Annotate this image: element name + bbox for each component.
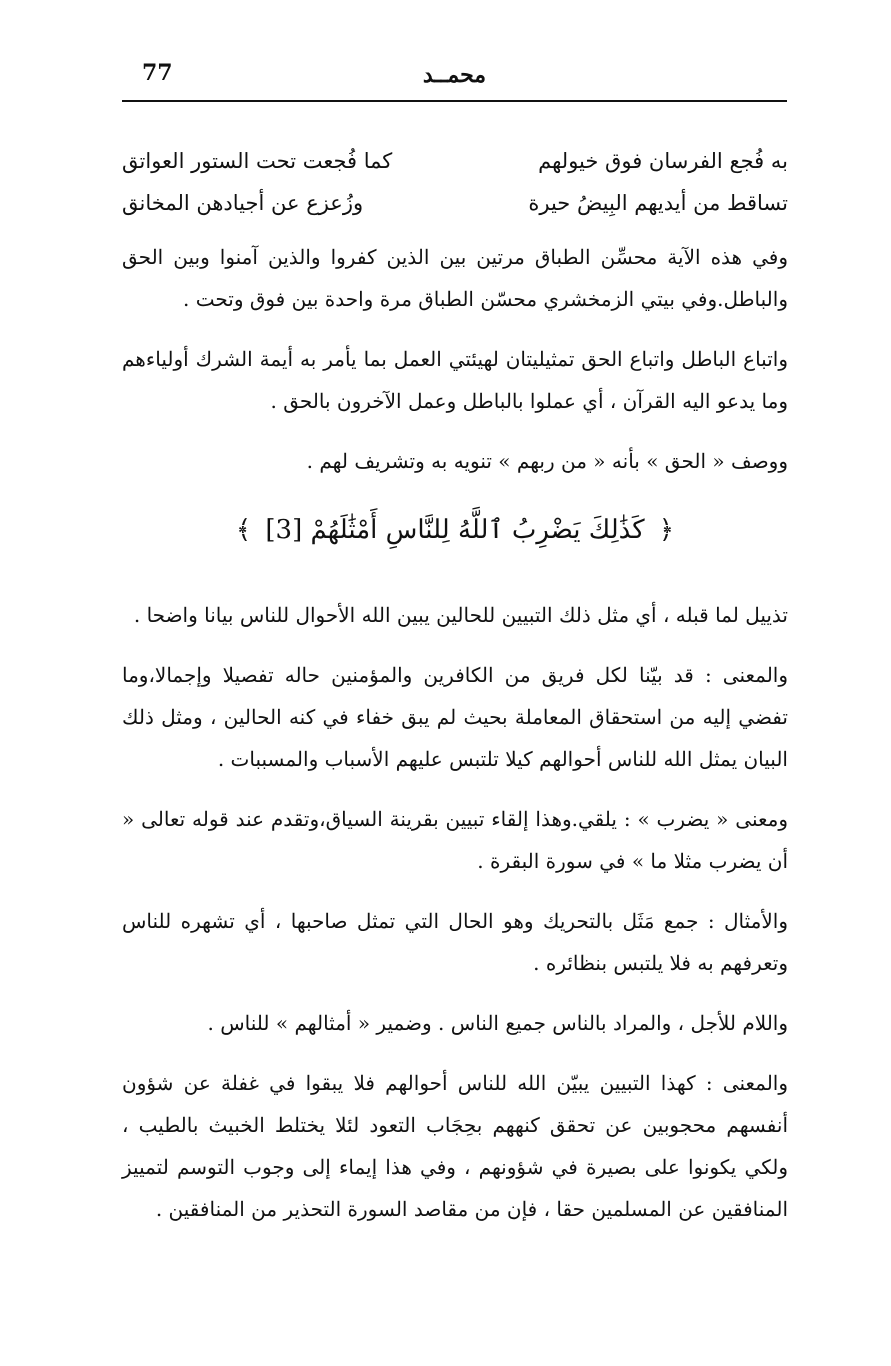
- page-body: [122, 140, 788, 1248]
- poem-hemistich: تساقط من أيديهم البِيضُ حيرة: [528, 191, 788, 215]
- poem-hemistich: به فُجع الفرسان فوق خيولهم: [538, 149, 788, 173]
- poem-line: [122, 140, 788, 182]
- paragraph: ومعنى « يضرب » : يلقي.وهذا إلقاء تبيين بقرينة السياق،وتقدم عند قوله تعالى « أن يضرب مثلا ما » في سورة البقرة .: [122, 807, 788, 873]
- paragraph: وفي هذه الآية محسِّن الطباق مرتين بين الذين كفروا والذين آمنوا وبين الحق والباطل.وفي بيتي الزمخشري محسّن الطباق مرة واحدة بين فوق وتحت .: [122, 245, 788, 311]
- quran-verse: [122, 500, 788, 560]
- header-rule: [122, 100, 787, 102]
- running-title: محمــد: [422, 62, 487, 88]
- verse-number: [3]: [265, 515, 303, 545]
- paragraph: والمعنى : كهذا التبيين يبيّن الله للناس أحوالهم فلا يبقوا في غفلة عن شؤون أنفسهم محجوبين عن تحقق كنههم بحِجَاب التعود لئلا يختلط الخبيث بالطيب ، ولكي يكونوا على بصيرة في شؤونهم ، وفي هذا إيماء إلى وجوب التوسم لتمييز المنافقين عن المسلمين حقا ، فإن من مقاصد السورة التحذير من المنافقين .: [122, 1071, 788, 1221]
- poem: [122, 140, 788, 224]
- verse-open-bracket: ﴿: [658, 515, 675, 545]
- page-header: [122, 58, 787, 102]
- poem-hemistich: كما فُجعت تحت الستور العواتق: [122, 149, 393, 173]
- verse-text: كَذَٰلِكَ يَضْرِبُ ٱللَّهُ لِلنَّاسِ أَمْثَٰلَهُمْ: [310, 515, 645, 545]
- page-number: 77: [142, 60, 173, 86]
- paragraph: والمعنى : قد بيّنا لكل فريق من الكافرين والمؤمنين حاله تفصيلا وإجمالا،وما تفضي إليه من استحقاق المعاملة بحيث لم يبق خفاء في كنه الحالين ، ومثل ذلك البيان يمثل الله للناس أحوالهم كيلا تلتبس عليهم الأسباب والمسببات .: [122, 663, 788, 771]
- poem-hemistich: وزُعزع عن أجيادهن المخانق: [122, 191, 364, 215]
- paragraph: ووصف « الحق » بأنه « من ربهم » تنويه به وتشريف لهم .: [306, 449, 788, 473]
- paragraph: واللام للأجل ، والمراد بالناس جميع الناس . وضمير « أمثالهم » للناس .: [207, 1011, 788, 1035]
- paragraph: واتباع الباطل واتباع الحق تمثيليتان لهيئتي العمل بما يأمر به أيمة الشرك أولياءهم وما يدعو اليه القرآن ، أي عملوا بالباطل وعمل الآخرون بالحق .: [122, 347, 788, 413]
- paragraph: تذييل لما قبله ، أي مثل ذلك التبيين للحالين يبين الله الأحوال للناس بيانا واضحا .: [133, 603, 788, 627]
- verse-close-bracket: ﴾: [235, 515, 252, 545]
- paragraph: والأمثال : جمع مَثَل بالتحريك وهو الحال التي تمثل صاحبها ، أي تشهره للناس وتعرفهم به فلا يلتبس بنظائره .: [122, 909, 788, 975]
- poem-line: [122, 182, 788, 224]
